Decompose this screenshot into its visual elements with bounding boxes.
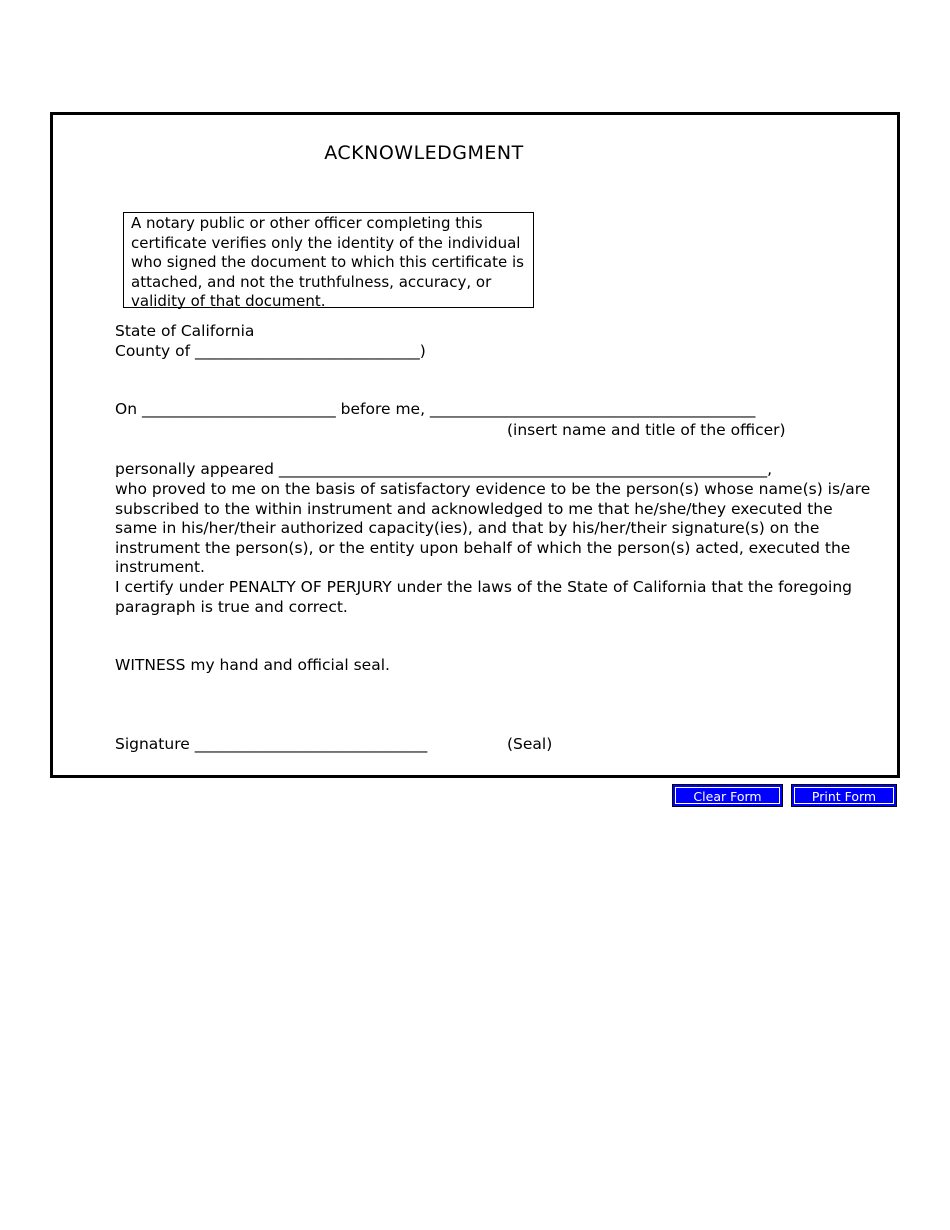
signature-field[interactable]: Signature ______________________________ [115,735,428,753]
print-form-label: Print Form [811,789,877,804]
officer-hint: (insert name and title of the officer) [507,421,786,439]
perjury-statement: I certify under PENALTY OF PERJURY under the laws of the State of California that the foregoing paragraph is true and correct. [115,578,852,616]
form-title: ACKNOWLEDGMENT [324,142,524,164]
clear-form-label: Clear Form [693,789,762,804]
state-line: State of California [115,322,255,340]
seal-label: (Seal) [507,735,553,753]
appeared-field[interactable]: personally appeared _______________________________________________________________, [115,460,773,478]
notary-notice-box: A notary public or other officer completing this certificate verifies only the identity of the individual who signed the document to which this certificate is attached, and not the truthfulness, accuracy, or validity of that document. [123,212,534,308]
witness-statement: WITNESS my hand and official seal. [115,656,390,674]
appeared-body-text: who proved to me on the basis of satisfactory evidence to be the person(s) whose name(s) is/are subscribed to the within instrument and acknowledged to me that he/she/they executed the same in his/her/their authorized capacity(ies), and that by his/her/their signature(s) on the instrument the person(s), or the entity upon behalf of which the person(s) acted, executed the instrument. [115,480,871,577]
date-officer-field[interactable]: On _________________________ before me, __________________________________________ [115,400,756,418]
county-field[interactable]: County of _____________________________) [115,342,426,360]
print-form-button[interactable] [791,784,897,807]
clear-form-button[interactable] [672,784,783,807]
